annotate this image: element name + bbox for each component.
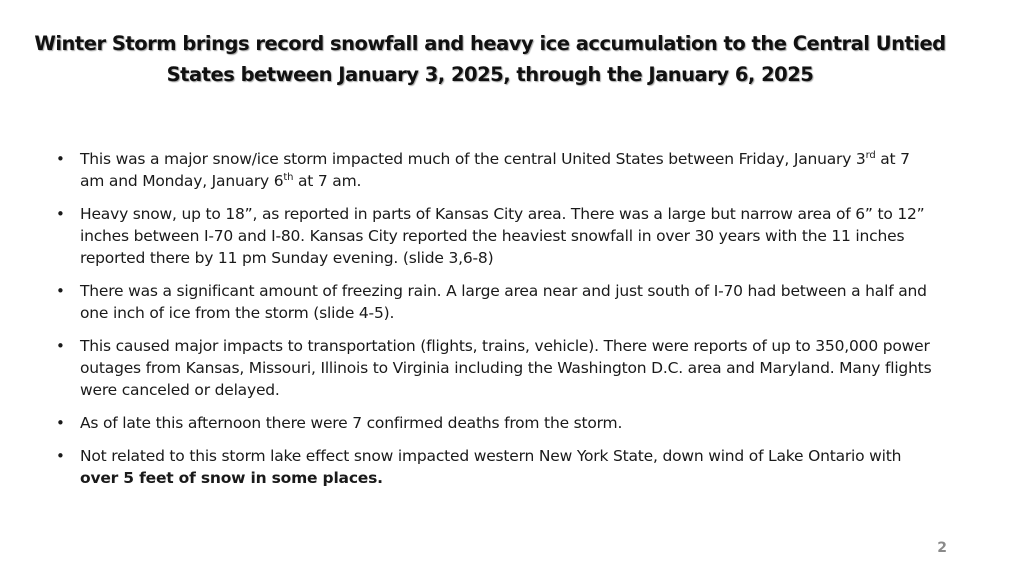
- bullet-text: at 7 am and Monday, January 6: [80, 150, 910, 190]
- bullet-item-storm-overview: [56, 148, 936, 192]
- bullet-bold-text: over 5 feet of snow in some places.: [80, 469, 383, 487]
- bullet-dot-icon: •: [56, 150, 65, 168]
- bullet-item-lake-effect: [56, 445, 936, 489]
- ordinal-suffix: th: [283, 171, 294, 183]
- bullet-text: There was a significant amount of freezing rain. A large area near and just south of I-70 had between a half and one inch of ice from the storm (slide 4-5).: [80, 282, 927, 322]
- bullet-text: This caused major impacts to transportation (flights, trains, vehicle). There were reports of up to 350,000 power outages from Kansas, Missouri, Illinois to Virginia including the Washington D.C. area and Maryland. Many flights were canceled or delayed.: [80, 337, 932, 399]
- bullet-dot-icon: •: [56, 205, 65, 223]
- bullet-dot-icon: •: [56, 337, 65, 355]
- bullet-text: This was a major snow/ice storm impacted much of the central United States between Friday, January 3: [80, 150, 866, 168]
- bullet-item-transportation: [56, 335, 936, 401]
- bullet-text: Not related to this storm lake effect snow impacted western New York State, down wind of Lake Ontario with: [80, 447, 902, 465]
- bullet-text: As of late this afternoon there were 7 confirmed deaths from the storm.: [80, 414, 623, 432]
- bullet-list: [56, 148, 936, 500]
- bullet-text: Heavy snow, up to 18”, as reported in parts of Kansas City area. There was a large but narrow area of 6” to 12” inches between I-70 and I-80. Kansas City reported the heaviest snowfall in over 30 years with the 11 inches reported there by 11 pm Sunday evening. (slide 3,6-8): [80, 205, 925, 267]
- bullet-item-deaths: [56, 412, 936, 434]
- bullet-item-freezing-rain: [56, 280, 936, 324]
- page-number: 2: [937, 540, 947, 556]
- bullet-text: at 7 am.: [293, 172, 362, 190]
- slide-title-line-2: States between January 3, 2025, through the January 6, 2025: [166, 63, 814, 86]
- bullet-dot-icon: •: [56, 282, 65, 300]
- slide-title: [20, 28, 960, 90]
- bullet-item-heavy-snow: [56, 203, 936, 269]
- ordinal-suffix: rd: [865, 149, 876, 161]
- bullet-dot-icon: •: [56, 414, 65, 432]
- slide-title-line-1: Winter Storm brings record snowfall and heavy ice accumulation to the Central Untied: [34, 32, 946, 55]
- bullet-dot-icon: •: [56, 447, 65, 465]
